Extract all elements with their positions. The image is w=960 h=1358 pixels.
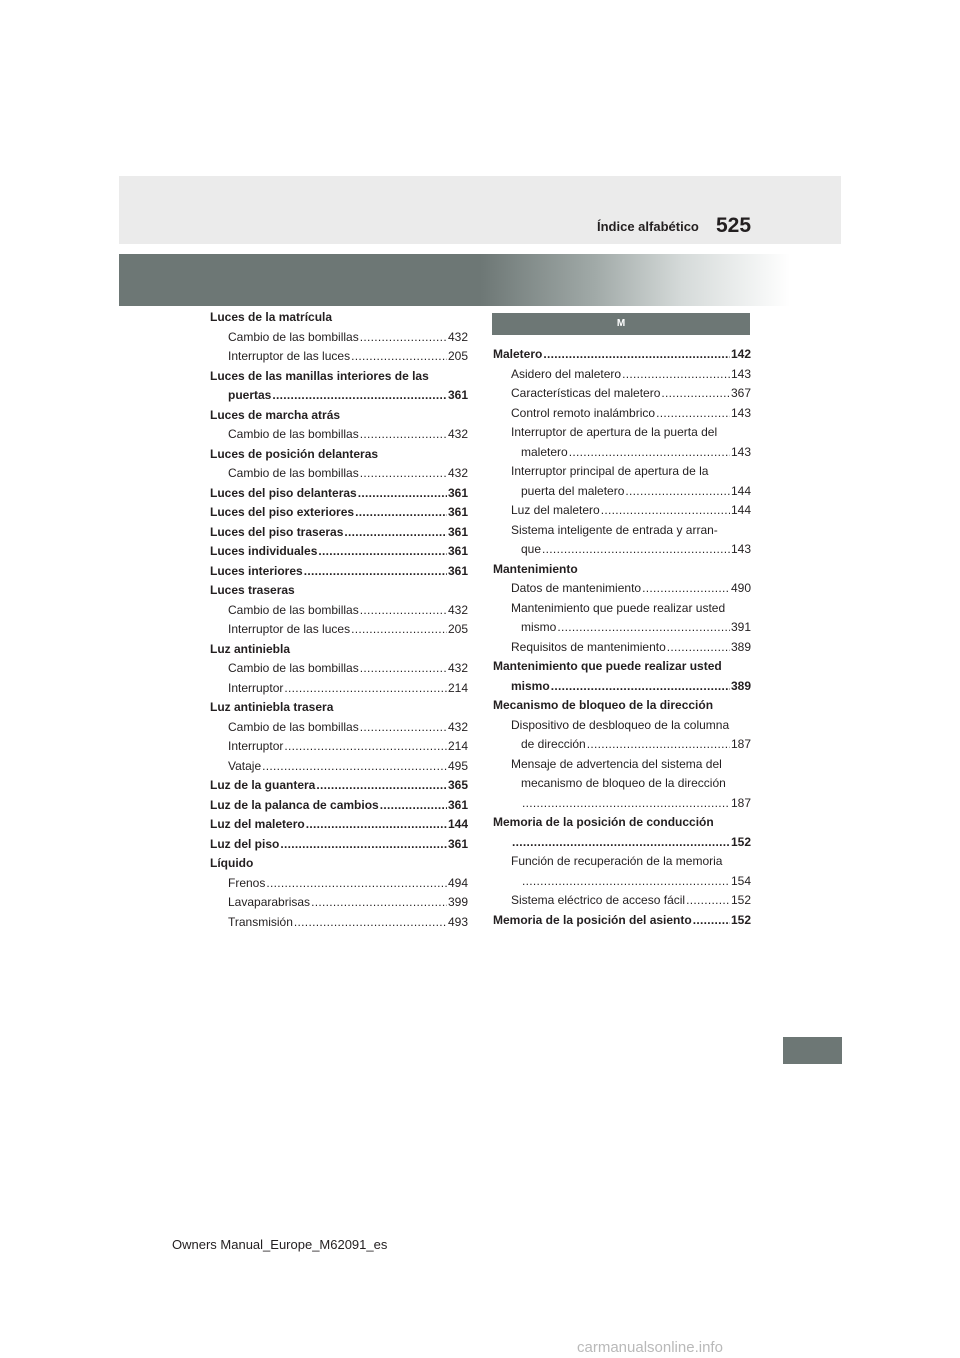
index-leader-dots: [622, 365, 730, 385]
chapter-title: Índice alfabético: [597, 219, 699, 234]
index-entry-page: 187: [730, 795, 751, 810]
index-leader-dots: [661, 384, 730, 404]
index-entry: [210, 737, 468, 757]
index-entry-page: 143: [730, 405, 751, 420]
index-entry-label: Cambio de las bombillas: [228, 661, 359, 675]
index-entry: [493, 423, 751, 443]
index-entry-label: Luz antiniebla: [210, 641, 291, 656]
index-entry-label: Dispositivo de desbloqueo de la columna: [511, 717, 730, 732]
index-leader-dots: [551, 677, 730, 697]
index-entry: [210, 445, 468, 465]
index-entry-page: 152: [730, 834, 751, 849]
index-leader-dots: [358, 484, 447, 504]
index-leader-dots: [280, 835, 447, 855]
index-leader-dots: [693, 911, 730, 931]
index-entry: [493, 384, 751, 404]
index-entry-page: 389: [730, 678, 751, 693]
index-entry-label: Interruptor principal de apertura de la: [511, 464, 709, 478]
index-entry-page: 214: [447, 739, 468, 753]
index-leader-dots: [284, 737, 447, 757]
index-entry: [493, 599, 751, 619]
index-entry: [210, 835, 468, 855]
index-entry-page: 361: [447, 524, 468, 539]
index-entry: [210, 425, 468, 445]
index-entry-label: Interruptor: [228, 680, 284, 695]
index-entry-page: 361: [447, 797, 468, 812]
index-entry-label: puerta del maletero: [521, 483, 625, 498]
index-entry-page: 365: [447, 778, 468, 792]
index-leader-dots: [557, 618, 730, 638]
index-entry: [493, 696, 751, 716]
index-entry-label: Asidero del maletero: [511, 366, 622, 381]
index-entry-label: Mecanismo de bloqueo de la dirección: [493, 698, 714, 712]
index-entry: [493, 735, 751, 755]
index-entry: [210, 367, 468, 387]
index-entry: [493, 501, 751, 521]
index-entry-page: 493: [447, 914, 468, 929]
index-entry-page: 214: [447, 680, 468, 695]
index-entry-label: Cambio de las bombillas: [228, 466, 359, 480]
thumb-tab-marker: [783, 1037, 842, 1064]
index-entry: [493, 345, 751, 365]
index-entry-page: 142: [730, 347, 751, 361]
index-entry-label: Luces del piso traseras: [210, 524, 344, 539]
index-entry-page: 143: [730, 366, 751, 381]
index-entry: [493, 755, 751, 775]
index-entry: [493, 833, 751, 853]
index-entry: [210, 503, 468, 523]
index-entry: [493, 677, 751, 697]
index-entry-page: 152: [730, 893, 751, 907]
index-entry-label: Sistema inteligente de entrada y arran-: [511, 522, 718, 537]
index-entry-page: 432: [447, 427, 468, 441]
index-entry: [210, 562, 468, 582]
index-entry: [493, 404, 751, 424]
index-entry-page: 361: [447, 836, 468, 851]
index-leader-dots: [316, 776, 447, 796]
index-entry: [493, 872, 751, 892]
index-entry: [493, 618, 751, 638]
index-entry-page: 144: [730, 483, 751, 498]
index-entry-page: 361: [447, 388, 468, 402]
index-entry-page: 205: [447, 622, 468, 636]
index-entry-page: 361: [447, 485, 468, 500]
index-entry-page: 154: [730, 873, 751, 888]
index-entry: [210, 464, 468, 484]
index-entry-page: 187: [730, 737, 751, 751]
index-leader-dots: [284, 679, 447, 699]
index-entry-label: Interruptor de las luces: [228, 622, 351, 636]
index-column-left: [210, 308, 468, 932]
index-entry: [210, 308, 468, 328]
index-leader-dots: [360, 659, 447, 679]
index-entry: [493, 579, 751, 599]
page-number: 525: [716, 214, 752, 237]
chapter-banner: [119, 254, 841, 306]
index-entry-label: Luces individuales: [210, 544, 318, 558]
index-entry-label: Memoria de la posición de conducción: [493, 815, 714, 829]
index-leader-dots: [360, 328, 447, 348]
footer-text: Owners Manual_Europe_M62091_es: [172, 1237, 388, 1252]
index-entry-label: Cambio de las bombillas: [228, 719, 359, 734]
index-entry: [493, 540, 751, 560]
index-entry: [493, 657, 751, 677]
index-entry: [493, 560, 751, 580]
index-entry-label: Control remoto inalámbrico: [511, 405, 656, 420]
index-entry: [493, 462, 751, 482]
index-entry-label: Transmisión: [228, 914, 293, 929]
index-entry-label: Luces traseras: [210, 583, 295, 597]
index-leader-dots: [311, 893, 447, 913]
index-entry-label: Mantenimiento que puede realizar usted: [493, 659, 722, 673]
index-leader-dots: [380, 796, 447, 816]
index-entry-label: Características del maletero: [511, 386, 661, 400]
index-leader-dots: [543, 345, 730, 365]
index-entry-label: Función de recuperación de la memoria: [511, 854, 723, 868]
index-entry: [210, 698, 468, 718]
index-entry: [493, 443, 751, 463]
index-entry-label: que: [521, 542, 542, 556]
index-leader-dots: [355, 503, 447, 523]
index-entry-label: Luces de posición delanteras: [210, 446, 379, 461]
index-entry: [210, 581, 468, 601]
index-entry: [210, 718, 468, 738]
index-entry: [210, 484, 468, 504]
index-entry: [210, 815, 468, 835]
index-entry-label: Luces de las manillas interiores de las: [210, 368, 429, 383]
index-entry-label: Frenos: [228, 875, 266, 890]
index-entry: [493, 852, 751, 872]
index-entry-page: 432: [447, 661, 468, 675]
index-entry: [210, 347, 468, 367]
index-entry: [493, 774, 751, 794]
index-entry: [210, 679, 468, 699]
index-entry: [210, 874, 468, 894]
index-entry: [493, 521, 751, 541]
index-leader-dots: [601, 501, 730, 521]
index-entry-label: Cambio de las bombillas: [228, 602, 359, 617]
index-entry-page: 144: [447, 817, 468, 831]
index-entry: [210, 523, 468, 543]
index-entry-page: 361: [447, 505, 468, 519]
index-entry-label: Luces del piso delanteras: [210, 485, 357, 500]
index-entry-page: 432: [447, 466, 468, 480]
index-entry-page: 391: [730, 620, 751, 634]
index-entry-label: Datos de mantenimiento: [511, 581, 642, 595]
index-leader-dots: [351, 347, 447, 367]
index-entry-label: maletero: [521, 444, 568, 459]
index-entry-label: Mensaje de advertencia del sistema del: [511, 756, 722, 771]
index-entry: [210, 796, 468, 816]
index-entry-page: 495: [447, 758, 468, 773]
index-entry-label: Luces del piso exteriores: [210, 505, 355, 519]
index-entry-label: Memoria de la posición del asiento: [493, 912, 692, 927]
index-entry-label: Luz del maletero: [210, 817, 305, 831]
index-entry-label: Luz del piso: [210, 836, 280, 851]
index-leader-dots: [642, 579, 730, 599]
index-entry-page: 432: [447, 602, 468, 617]
index-entry-label: Interruptor: [228, 739, 284, 753]
index-entry-page: 494: [447, 875, 468, 890]
index-entry-page: 432: [447, 719, 468, 734]
index-entry: [210, 776, 468, 796]
index-entry: [493, 813, 751, 833]
index-entry: [210, 406, 468, 426]
index-entry-label: Cambio de las bombillas: [228, 329, 359, 344]
index-entry-label: Lavaparabrisas: [228, 895, 311, 909]
index-entry-page: 389: [730, 639, 751, 654]
index-leader-dots: [306, 815, 447, 835]
index-entry-label: puertas: [228, 388, 272, 402]
index-entry: [493, 638, 751, 658]
index-leader-dots: [294, 913, 447, 933]
index-entry-label: Cambio de las bombillas: [228, 427, 359, 441]
index-entry-label: Maletero: [493, 347, 543, 361]
index-entry-label: Mantenimiento: [493, 561, 578, 576]
index-entry: [210, 386, 468, 406]
index-entry-label: Luz de la palanca de cambios: [210, 797, 379, 812]
index-leader-dots: [656, 404, 730, 424]
index-entry-page: 144: [730, 503, 751, 517]
index-entry-label: Sistema eléctrico de acceso fácil: [511, 893, 686, 907]
index-entry: [210, 757, 468, 777]
index-entry-page: 399: [447, 895, 468, 909]
index-entry-label: Luces de la matrícula: [210, 310, 333, 324]
index-entry-page: 205: [447, 349, 468, 363]
index-entry: [210, 542, 468, 562]
index-entry-label: Líquido: [210, 856, 254, 870]
index-leader-dots: [625, 482, 730, 502]
index-entry-label: Luces de marcha atrás: [210, 407, 341, 422]
index-leader-dots: [360, 601, 447, 621]
index-entry: [210, 913, 468, 933]
index-leader-dots: [587, 735, 730, 755]
index-entry-label: Luz de la guantera: [210, 778, 316, 792]
index-leader-dots: [569, 443, 730, 463]
index-entry: [210, 854, 468, 874]
index-column-right: [493, 345, 751, 930]
index-leader-dots: [360, 718, 447, 738]
index-leader-dots: [667, 638, 730, 658]
index-entry-label: de dirección: [521, 737, 586, 751]
index-entry-page: 361: [447, 544, 468, 558]
index-entry-label: Interruptor de las luces: [228, 349, 351, 363]
index-entry: [493, 891, 751, 911]
index-entry: [210, 620, 468, 640]
index-leader-dots: [360, 464, 447, 484]
index-entry-page: 361: [447, 563, 468, 578]
index-leader-dots: [522, 872, 730, 892]
index-leader-dots: [262, 757, 447, 777]
index-entry-label: mismo: [511, 678, 550, 693]
index-leader-dots: [512, 833, 730, 853]
index-entry-label: Mantenimiento que puede realizar usted: [511, 600, 726, 615]
index-entry: [493, 911, 751, 931]
index-entry: [210, 640, 468, 660]
index-entry: [493, 794, 751, 814]
index-entry: [210, 601, 468, 621]
index-entry-page: 143: [730, 444, 751, 459]
index-leader-dots: [542, 540, 730, 560]
index-entry-label: Luz antiniebla trasera: [210, 700, 334, 714]
section-letter-bar: M: [492, 313, 750, 335]
index-entry: [210, 893, 468, 913]
index-entry: [210, 328, 468, 348]
index-leader-dots: [351, 620, 447, 640]
index-entry-page: 367: [730, 386, 751, 400]
index-leader-dots: [344, 523, 447, 543]
index-leader-dots: [266, 874, 447, 894]
index-entry: [493, 482, 751, 502]
index-entry: [493, 365, 751, 385]
index-entry: [210, 659, 468, 679]
index-entry-page: 432: [447, 329, 468, 344]
index-entry-page: 490: [730, 581, 751, 595]
index-leader-dots: [360, 425, 447, 445]
index-entry: [493, 716, 751, 736]
index-entry-label: Interruptor de apertura de la puerta del: [511, 425, 718, 439]
index-leader-dots: [686, 891, 730, 911]
index-entry-page: 152: [730, 912, 751, 927]
index-leader-dots: [304, 562, 447, 582]
watermark: carmanualsonline.info: [577, 1339, 723, 1356]
index-entry-label: Vataje: [228, 758, 262, 773]
index-entry-label: Requisitos de mantenimiento: [511, 639, 666, 654]
index-entry-label: Luz del maletero: [511, 503, 600, 517]
index-entry-label: mismo: [521, 620, 557, 634]
index-leader-dots: [318, 542, 447, 562]
index-leader-dots: [522, 794, 730, 814]
index-entry-label: Luces interiores: [210, 563, 303, 578]
index-entry-label: mecanismo de bloqueo de la dirección: [521, 776, 726, 790]
index-entry-page: 143: [730, 542, 751, 556]
index-leader-dots: [272, 386, 447, 406]
